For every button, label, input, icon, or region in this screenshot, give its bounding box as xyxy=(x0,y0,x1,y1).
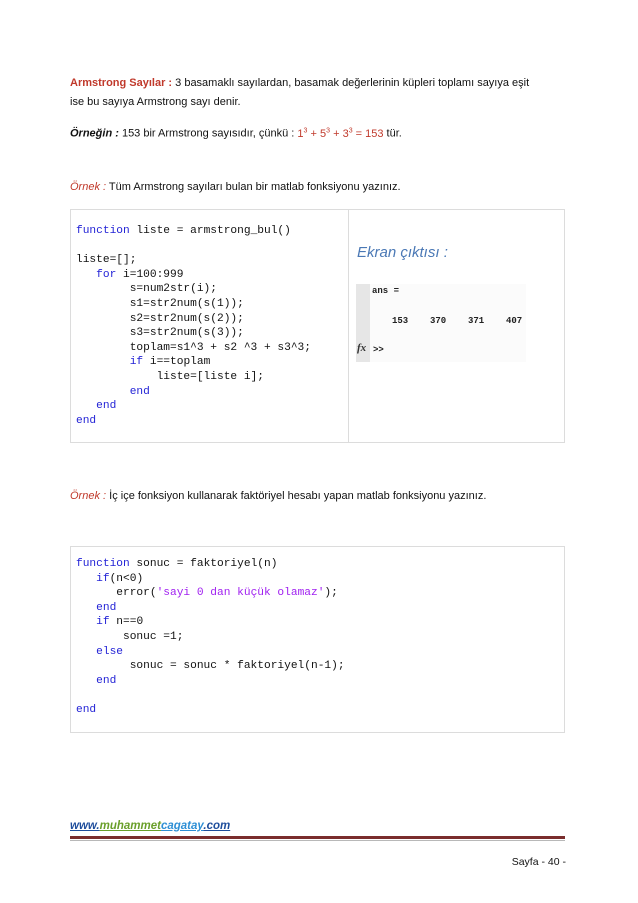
code-line xyxy=(76,688,345,703)
code-text: s1=str2num(s(1)); xyxy=(76,297,244,310)
code-line xyxy=(76,703,345,718)
code-text xyxy=(76,573,96,585)
url-suffix: .com xyxy=(203,820,231,832)
example-text: 153 bir Armstrong sayısıdır, çünkü : xyxy=(118,127,298,140)
code-text xyxy=(76,269,96,281)
code-keyword: if xyxy=(96,572,110,585)
code-text: s3=str2num(s(3)); xyxy=(76,327,244,340)
code-keyword: function xyxy=(76,225,130,237)
code-text: sonuc = faktoriyel(n) xyxy=(129,558,278,570)
base-3: 3 xyxy=(342,127,349,140)
example1-label: Örnek : xyxy=(70,181,107,193)
code-keyword: end xyxy=(129,385,150,398)
code-text xyxy=(76,646,96,658)
example-suffix: tür. xyxy=(383,127,402,140)
example2-text: İç içe fonksiyon kullanarak faktöriyel hesabı yapan matlab fonksiyonu yazınız. xyxy=(106,490,487,502)
code-text xyxy=(76,356,130,368)
exp-1: 3 xyxy=(303,127,308,134)
code-line xyxy=(76,645,345,660)
code-text: sonuc =1; xyxy=(76,630,184,643)
example1-heading xyxy=(70,178,570,196)
footer-rule xyxy=(70,836,565,839)
code-text xyxy=(76,386,130,398)
intro-text-1: 3 basamaklı sayılardan, basamak değerlerinin küpleri toplamı sayıya eşit xyxy=(172,77,530,89)
code-text: (n<0) xyxy=(109,572,144,585)
code-line xyxy=(76,586,345,601)
code-armstrong xyxy=(76,224,311,428)
code-text: sonuc = sonuc * faktoriyel(n-1); xyxy=(76,660,345,673)
example2-heading xyxy=(70,487,570,505)
footer-url[interactable] xyxy=(70,820,230,832)
example-label: Örneğin : xyxy=(70,127,119,140)
code-text: liste=[liste i]; xyxy=(76,370,264,383)
code-keyword: if xyxy=(96,616,110,629)
page-number: Sayfa - 40 - xyxy=(511,856,566,868)
code-line xyxy=(76,370,311,385)
code-line xyxy=(76,385,311,400)
code-line xyxy=(76,326,311,341)
code-line xyxy=(76,399,311,414)
code-keyword: function xyxy=(76,558,130,570)
code-text: ); xyxy=(324,587,338,600)
base-2: 5 xyxy=(320,127,327,140)
code-line xyxy=(76,312,311,327)
code-text xyxy=(76,616,96,628)
ans-value-3: 407 xyxy=(506,316,523,326)
code-keyword: end xyxy=(96,601,117,614)
code-text: liste = armstrong_bul() xyxy=(129,225,291,237)
code-line xyxy=(76,297,311,312)
footer-rule-thin xyxy=(70,840,565,841)
code-keyword: else xyxy=(96,645,124,658)
url-mid-1: muhammet xyxy=(99,820,161,832)
intro-paragraph xyxy=(70,74,570,92)
exp-3: 3 xyxy=(348,127,353,134)
base-1: 1 xyxy=(297,127,304,140)
code-line xyxy=(76,282,311,297)
code-keyword: for xyxy=(96,268,117,281)
code-line xyxy=(76,268,311,283)
code-text: n==0 xyxy=(109,616,144,629)
example-line xyxy=(70,122,570,143)
code-text: error( xyxy=(76,587,157,600)
code-line xyxy=(76,601,345,616)
example2-label: Örnek : xyxy=(70,490,107,502)
output-title: Ekran çıktısı : xyxy=(357,244,448,261)
code-line xyxy=(76,224,311,239)
code-line xyxy=(76,239,311,254)
code-text: s2=str2num(s(2)); xyxy=(76,312,244,325)
code-line xyxy=(76,630,345,645)
code-keyword: end xyxy=(96,674,117,687)
code-line xyxy=(76,674,345,689)
plus-2: + xyxy=(330,127,343,140)
example1-text: Tüm Armstrong sayıları bulan bir matlab fonksiyonu yazınız. xyxy=(106,181,401,193)
code-keyword: end xyxy=(76,703,97,716)
intro-paragraph-line2 xyxy=(70,93,570,111)
code-box-divider xyxy=(348,210,349,442)
code-text: toplam=s1^3 + s2 ^3 + s3^3; xyxy=(76,341,311,354)
code-text: i=100:999 xyxy=(116,268,184,281)
code-text xyxy=(76,675,96,687)
code-faktoriyel xyxy=(76,557,345,718)
ans-value-2: 371 xyxy=(468,316,485,326)
code-string: 'sayi 0 dan küçük olamaz' xyxy=(156,587,325,600)
code-keyword: end xyxy=(96,400,117,413)
ans-value-1: 370 xyxy=(430,316,447,326)
code-line xyxy=(76,659,345,674)
code-text: liste=[]; xyxy=(76,254,137,267)
code-line xyxy=(76,355,311,370)
armstrong-term: Armstrong Sayılar : xyxy=(70,77,173,89)
output-pane xyxy=(356,284,526,362)
url-mid-2: cagatay xyxy=(160,820,204,832)
url-prefix: www. xyxy=(70,820,100,832)
ans-value-0: 153 xyxy=(392,316,409,326)
code-text: i==toplam xyxy=(143,356,211,369)
code-line xyxy=(76,615,345,630)
ans-label: ans = xyxy=(372,286,400,296)
code-text: s=num2str(i); xyxy=(76,283,217,296)
plus-1: + xyxy=(307,127,320,140)
code-keyword: end xyxy=(76,414,97,427)
formula-result: = 153 xyxy=(352,127,384,140)
formula xyxy=(297,128,383,140)
code-keyword: if xyxy=(129,356,144,369)
code-text xyxy=(76,400,96,412)
fx-icon: fx xyxy=(357,342,367,354)
intro-text-2: ise bu sayıya Armstrong sayı denir. xyxy=(70,96,241,108)
code-line xyxy=(76,414,311,429)
code-text xyxy=(76,602,96,614)
code-line xyxy=(76,253,311,268)
code-line xyxy=(76,341,311,356)
code-line xyxy=(76,557,345,572)
command-prompt[interactable]: >> xyxy=(373,345,384,355)
code-line xyxy=(76,572,345,587)
exp-2: 3 xyxy=(326,127,331,134)
